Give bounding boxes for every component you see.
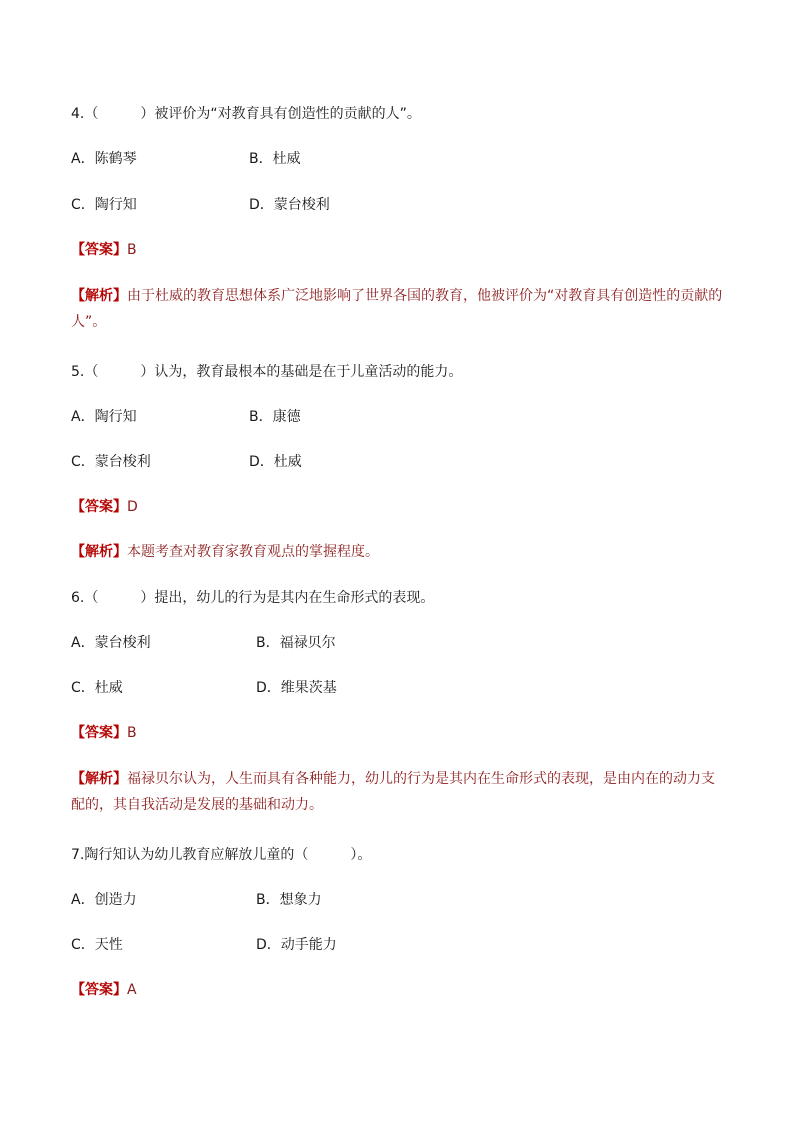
question-5-analysis bbox=[71, 542, 379, 562]
analysis-text: 本题考查对教育家教育观点的掌握程度。 bbox=[127, 544, 379, 560]
question-7-option-d: D．动手能力 bbox=[256, 937, 337, 953]
analysis-text: 福禄贝尔认为，人生而具有各种能力，幼儿的行为是其内在生命形式的表现，是由内在的动力支配的，其自我活动是发展的基础和动力。 bbox=[71, 771, 715, 813]
analysis-tag: 【解析】 bbox=[71, 771, 127, 787]
answer-tag: 【答案】 bbox=[71, 242, 127, 258]
answer-tag: 【答案】 bbox=[71, 499, 127, 515]
question-6-option-d: D．维果茨基 bbox=[256, 680, 337, 696]
answer-value: A bbox=[127, 982, 137, 998]
question-7-option-a: A．创造力 bbox=[71, 892, 137, 908]
question-4-stem: 4.（ ）被评价为“对教育具有创造性的贡献的人”。 bbox=[71, 106, 421, 122]
question-7-option-b: B．想象力 bbox=[256, 892, 322, 908]
question-4-option-d: D．蒙台梭利 bbox=[249, 197, 330, 213]
question-4-answer bbox=[71, 240, 137, 260]
question-5-option-b: B．康德 bbox=[249, 409, 301, 425]
question-5-option-a: A．陶行知 bbox=[71, 409, 137, 425]
analysis-tag: 【解析】 bbox=[71, 544, 127, 560]
question-4-option-c: C．陶行知 bbox=[71, 197, 137, 213]
question-5-answer bbox=[71, 497, 138, 517]
question-6-analysis bbox=[71, 766, 726, 818]
answer-value: D bbox=[127, 499, 138, 515]
question-5-option-c: C．蒙台梭利 bbox=[71, 454, 151, 470]
analysis-text: 由于杜威的教育思想体系广泛地影响了世界各国的教育，他被评价为“对教育具有创造性的贡献的人”。 bbox=[71, 288, 723, 330]
question-4-option-b: B．杜威 bbox=[249, 151, 301, 167]
question-4-option-a: A．陈鹤琴 bbox=[71, 151, 137, 167]
question-4-analysis bbox=[71, 283, 726, 335]
question-7-answer bbox=[71, 980, 137, 1000]
question-6-option-b: B．福禄贝尔 bbox=[256, 635, 336, 651]
answer-tag: 【答案】 bbox=[71, 982, 127, 998]
question-6-option-c: C．杜威 bbox=[71, 680, 123, 696]
question-5-stem: 5.（ ）认为，教育最根本的基础是在于儿童活动的能力。 bbox=[71, 364, 463, 380]
answer-value: B bbox=[127, 242, 137, 258]
analysis-tag: 【解析】 bbox=[71, 288, 127, 304]
question-7-option-c: C．天性 bbox=[71, 937, 123, 953]
answer-value: B bbox=[127, 725, 137, 741]
question-6-option-a: A．蒙台梭利 bbox=[71, 635, 151, 651]
question-6-answer bbox=[71, 723, 137, 743]
answer-tag: 【答案】 bbox=[71, 725, 127, 741]
question-6-stem: 6.（ ）提出，幼儿的行为是其内在生命形式的表现。 bbox=[71, 590, 435, 606]
question-7-stem: 7.陶行知认为幼儿教育应解放儿童的（ ）。 bbox=[71, 847, 372, 863]
question-5-option-d: D．杜威 bbox=[249, 454, 302, 470]
